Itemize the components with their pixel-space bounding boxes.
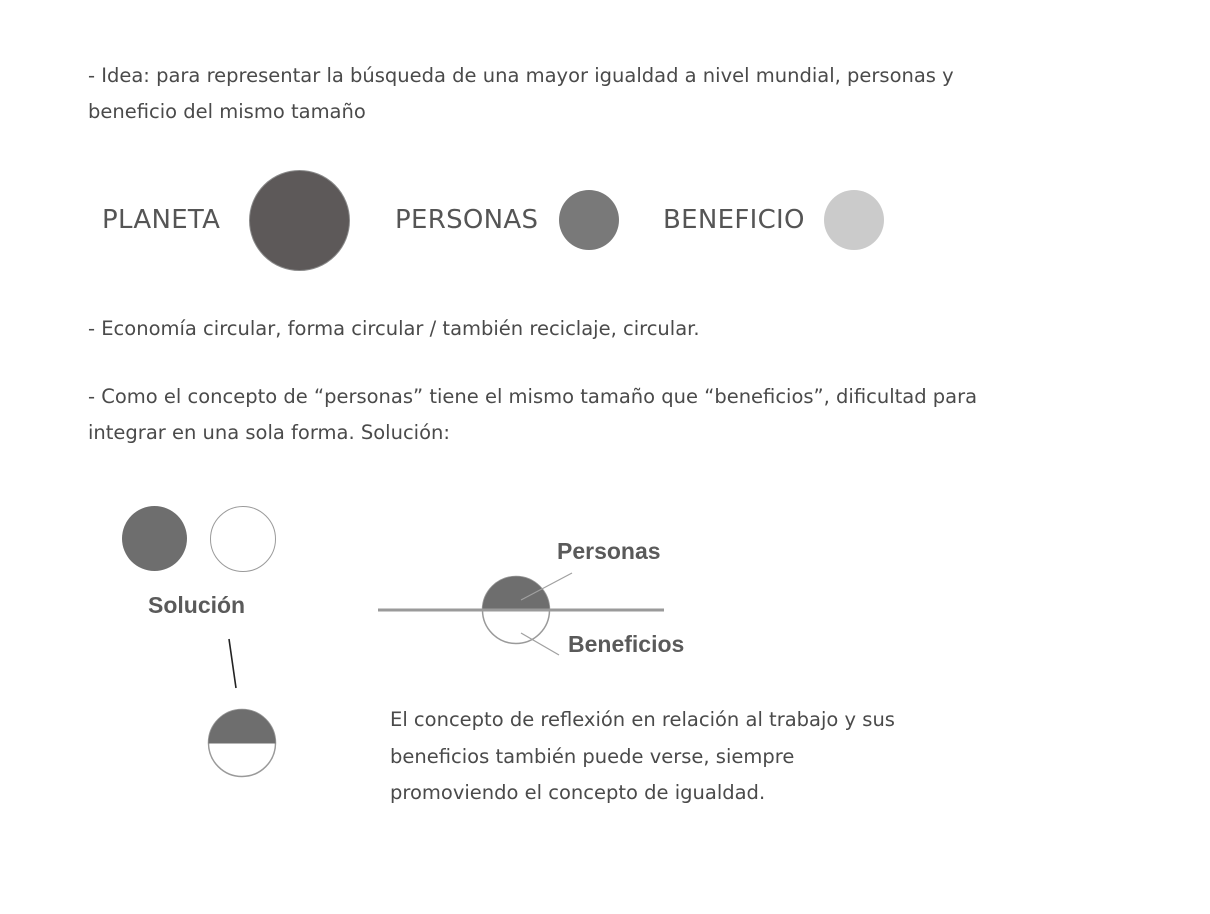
- reflexion-paragraph: [390, 702, 895, 812]
- personas-diagram-label: Personas: [557, 538, 661, 564]
- beneficio-label: BENEFICIO: [663, 205, 805, 235]
- horizon-circle-outline: [483, 577, 550, 644]
- como-line-2: integrar en una sola forma. Solución:: [88, 421, 450, 444]
- planeta-label: PLANETA: [102, 205, 221, 235]
- beneficios-pointer-line: [521, 633, 559, 655]
- combined-circle: [209, 710, 276, 777]
- beneficio-circle: [824, 190, 884, 250]
- beneficios-diagram-label: Beneficios: [568, 631, 685, 657]
- combined-circle-top-half: [209, 710, 276, 744]
- personas-circle: [559, 190, 619, 250]
- reflexion-line-3: promoviendo el concepto de igualdad.: [390, 781, 766, 804]
- como-line-1: - Como el concepto de “personas” tiene el mismo tamaño que “beneficios”, dificultad para: [88, 385, 978, 408]
- personas-pointer-line: [521, 573, 572, 600]
- reflexion-line-1: El concepto de reflexión en relación al trabajo y sus: [390, 708, 895, 731]
- economia-line: - Economía circular, forma circular / también reciclaje, circular.: [88, 317, 700, 340]
- idea-line-2: beneficio del mismo tamaño: [88, 100, 366, 123]
- horizon-circle-top-half: [483, 576, 550, 610]
- economia-paragraph: [88, 311, 700, 347]
- solucion-label: Solución: [148, 592, 246, 618]
- planeta-circle: [249, 170, 350, 271]
- idea-line-1: - Idea: para representar la búsqueda de una mayor igualdad a nivel mundial, personas y: [88, 64, 954, 87]
- idea-paragraph: [88, 58, 954, 130]
- solution-filled-circle: [122, 506, 187, 571]
- personas-label: PERSONAS: [395, 205, 539, 235]
- solution-connector-line: [229, 639, 236, 688]
- combined-circle-outline: [209, 710, 276, 777]
- solution-empty-circle: [210, 506, 276, 572]
- como-paragraph: [88, 379, 977, 451]
- reflexion-line-2: beneficios también puede verse, siempre: [390, 744, 795, 768]
